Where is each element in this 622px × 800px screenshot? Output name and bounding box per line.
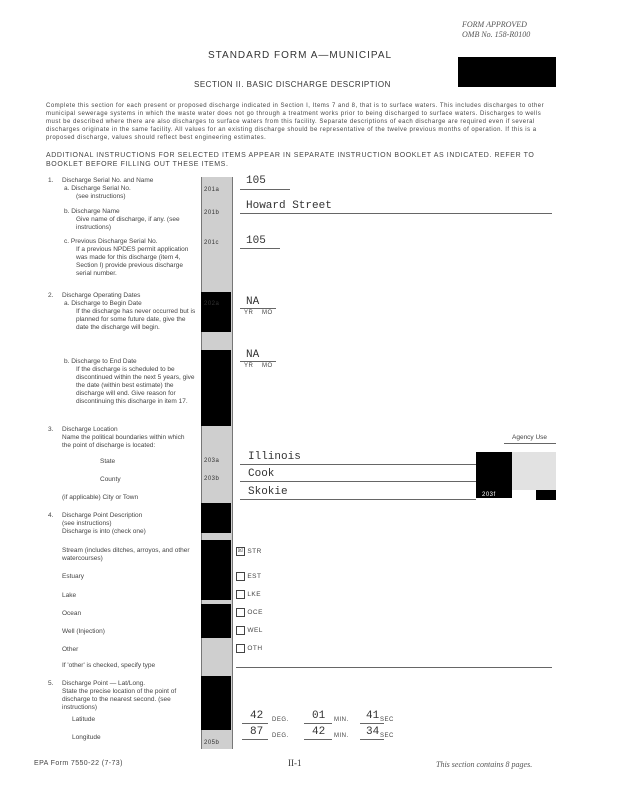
additional-instructions: ADDITIONAL INSTRUCTIONS FOR SELECTED ITEMS APPEAR IN SEPARATE INSTRUCTION BOOKLET AS INDICATED. REFER TO BOOKLET BEFORE FILLING OUT THESE ITEMS.: [46, 152, 535, 168]
field-line: [360, 723, 384, 724]
checkbox-lake[interactable]: [236, 590, 245, 599]
longitude-deg[interactable]: 87: [250, 726, 264, 738]
option-code-oth: OTH: [247, 645, 263, 653]
item-4-number: 4.: [48, 512, 54, 519]
item-2a-label: a. Discharge to Begin Date: [64, 300, 142, 307]
field-line: [240, 308, 276, 309]
code-202a: 202a: [204, 301, 220, 307]
option-code-wel: WEL: [247, 627, 263, 635]
longitude-min[interactable]: 42: [312, 726, 326, 738]
checkbox-stream[interactable]: ☒: [237, 548, 244, 554]
checkbox-other[interactable]: [236, 644, 245, 653]
min-label: MIN.: [334, 733, 349, 739]
checkbox-ocean[interactable]: [236, 608, 245, 617]
code-201b: 201b: [204, 210, 220, 216]
item-1c-sub: If a previous NPDES permit application was made for this discharge (item 4, Section I) provide previous discharge serial number.: [76, 246, 189, 277]
field-line: [242, 739, 268, 740]
form-number: EPA Form 7550-22 (7-73): [34, 760, 123, 767]
item-1b-sub: Give name of discharge, if any. (see instructions): [76, 216, 180, 231]
county-value[interactable]: Cook: [248, 468, 275, 480]
item-3-number: 3.: [48, 426, 54, 433]
field-line: [304, 739, 332, 740]
code-203b: 203b: [204, 476, 220, 482]
option-code-oce: OCE: [247, 609, 263, 617]
county-label: County: [100, 476, 121, 483]
item-5-title: Discharge Point — Lat/Long.: [62, 680, 146, 687]
option-lake[interactable]: [236, 590, 261, 599]
field-line: [242, 723, 268, 724]
option-label-stream: Stream (includes ditches, arroyos, and other watercourses): [62, 547, 190, 562]
redaction-block: [536, 490, 556, 500]
item-4-sub2: Discharge is into (check one): [62, 528, 146, 535]
intro-text: Complete this section for each present or proposed discharge indicated in Section I, Items 7 and 8, that is to surface waters. This includes discharges to other municipal sewerage systems in which the waste water does not go through a treatment works prior to being discharged to surface waters. Discharges to wells must be described where there are also discharges to surface waters from this facility. Separate descriptions of each discharge are required even if several discharges originate in the same facility. All values for an existing discharge should be representative of the twelve previous months of operation. If this is a proposed discharge, values should reflect best engineering estimates.: [46, 103, 545, 141]
redaction-block: [201, 292, 231, 332]
item-1b-label: b. Discharge Name: [64, 208, 120, 215]
field-line: [240, 248, 280, 249]
other-specify-field[interactable]: [236, 667, 552, 668]
option-other[interactable]: [236, 644, 263, 653]
item-3-title: Discharge Location: [62, 426, 118, 433]
state-value[interactable]: Illinois: [248, 451, 301, 463]
page-number: II-1: [288, 758, 302, 768]
omb-number: OMB No. 158-R0100: [462, 30, 531, 39]
option-label-well: Well (Injection): [62, 628, 105, 635]
field-line: [240, 361, 276, 362]
option-label-estuary: Estuary: [62, 573, 85, 580]
sec-label: SEC: [380, 717, 394, 723]
field-line: [240, 499, 476, 500]
redaction-block: [201, 350, 231, 426]
form-approved: FORM APPROVED: [462, 20, 527, 29]
yr-mo-label: YR MO: [244, 310, 273, 316]
code-201c: 201c: [204, 240, 220, 246]
item-1-number: 1.: [48, 177, 54, 184]
code-203f: 203f: [482, 492, 496, 498]
item-1a-sub: (see instructions): [76, 193, 126, 200]
field-line: [240, 213, 552, 214]
item-2a-sub: If the discharge has never occurred but is planned for some future date, give the date the discharge will begin.: [76, 308, 196, 331]
item-4-title: Discharge Point Description: [62, 512, 143, 519]
item-3-sub: Name the political boundaries within which the point of discharge is located:: [62, 434, 185, 449]
field-line: [240, 189, 290, 190]
redaction-block: [458, 57, 556, 87]
option-code-str: STR: [247, 548, 262, 556]
yr-mo-label: YR MO: [244, 363, 273, 369]
latitude-label: Latitude: [72, 716, 96, 723]
deg-label: DEG.: [272, 717, 289, 723]
field-line: [360, 739, 384, 740]
checkbox-estuary[interactable]: [236, 572, 245, 581]
section-note: This section contains 8 pages.: [436, 760, 533, 769]
checkbox-well[interactable]: [236, 626, 245, 635]
page-title: STANDARD FORM A—MUNICIPAL: [208, 50, 393, 61]
latitude-sec[interactable]: 41: [366, 710, 380, 722]
latitude-min[interactable]: 01: [312, 710, 326, 722]
redaction-block: [201, 503, 231, 533]
end-date-value[interactable]: NA: [246, 349, 260, 361]
item-2b-label: b. Discharge to End Date: [64, 358, 137, 365]
code-203a: 203a: [204, 458, 220, 464]
min-label: MIN.: [334, 717, 349, 723]
item-2-number: 2.: [48, 292, 54, 299]
option-well[interactable]: [236, 626, 263, 635]
latitude-deg[interactable]: 42: [250, 710, 264, 722]
field-line: [504, 443, 556, 444]
sec-label: SEC: [380, 733, 394, 739]
item-5-number: 5.: [48, 680, 54, 687]
other-specify-label: If 'other' is checked, specify type: [62, 662, 156, 669]
agency-use-label: Agency Use: [512, 434, 548, 441]
item-4-sub1: (see instructions): [62, 520, 112, 527]
item-2b-sub: If the discharge is scheduled to be discontinued within the next 5 years, give the date (within best estimate) the discharge will end. Give reason for discontinuing this discharge in item 17.: [76, 366, 195, 405]
item-2-title: Discharge Operating Dates: [62, 292, 141, 299]
option-estuary[interactable]: [236, 572, 261, 581]
code-205b: 205b: [204, 740, 220, 746]
longitude-sec[interactable]: 34: [366, 726, 380, 738]
option-stream[interactable]: [236, 547, 262, 556]
previous-serial-value[interactable]: 105: [246, 235, 266, 247]
city-label: (if applicable) City or Town: [62, 494, 139, 501]
option-code-est: EST: [247, 573, 262, 581]
city-value[interactable]: Skokie: [248, 486, 288, 498]
state-label: State: [100, 458, 116, 465]
begin-date-value[interactable]: NA: [246, 296, 260, 308]
option-label-lake: Lake: [62, 592, 77, 599]
redaction-block: [201, 540, 231, 600]
discharge-serial-value[interactable]: 105: [246, 175, 266, 187]
option-ocean[interactable]: [236, 608, 263, 617]
option-label-ocean: Ocean: [62, 610, 82, 617]
agency-use-box: [512, 452, 556, 490]
deg-label: DEG.: [272, 733, 289, 739]
discharge-name-value[interactable]: Howard Street: [246, 200, 332, 212]
item-1a-label: a. Discharge Serial No.: [64, 185, 131, 192]
option-code-lke: LKE: [247, 591, 262, 599]
redaction-block: [201, 604, 231, 638]
field-line: [304, 723, 332, 724]
code-201a: 201a: [204, 187, 220, 193]
longitude-label: Longitude: [72, 734, 101, 741]
option-label-other: Other: [62, 646, 79, 653]
item-1c-label: c. Previous Discharge Serial No.: [64, 238, 158, 245]
field-line: [240, 464, 476, 465]
item-5-sub: State the precise location of the point of discharge to the nearest second. (see instructions): [62, 688, 177, 711]
redaction-block: [201, 676, 231, 730]
field-line: [240, 481, 476, 482]
section-title: SECTION II. BASIC DISCHARGE DESCRIPTION: [194, 80, 391, 89]
item-1-title: Discharge Serial No. and Name: [62, 177, 154, 184]
